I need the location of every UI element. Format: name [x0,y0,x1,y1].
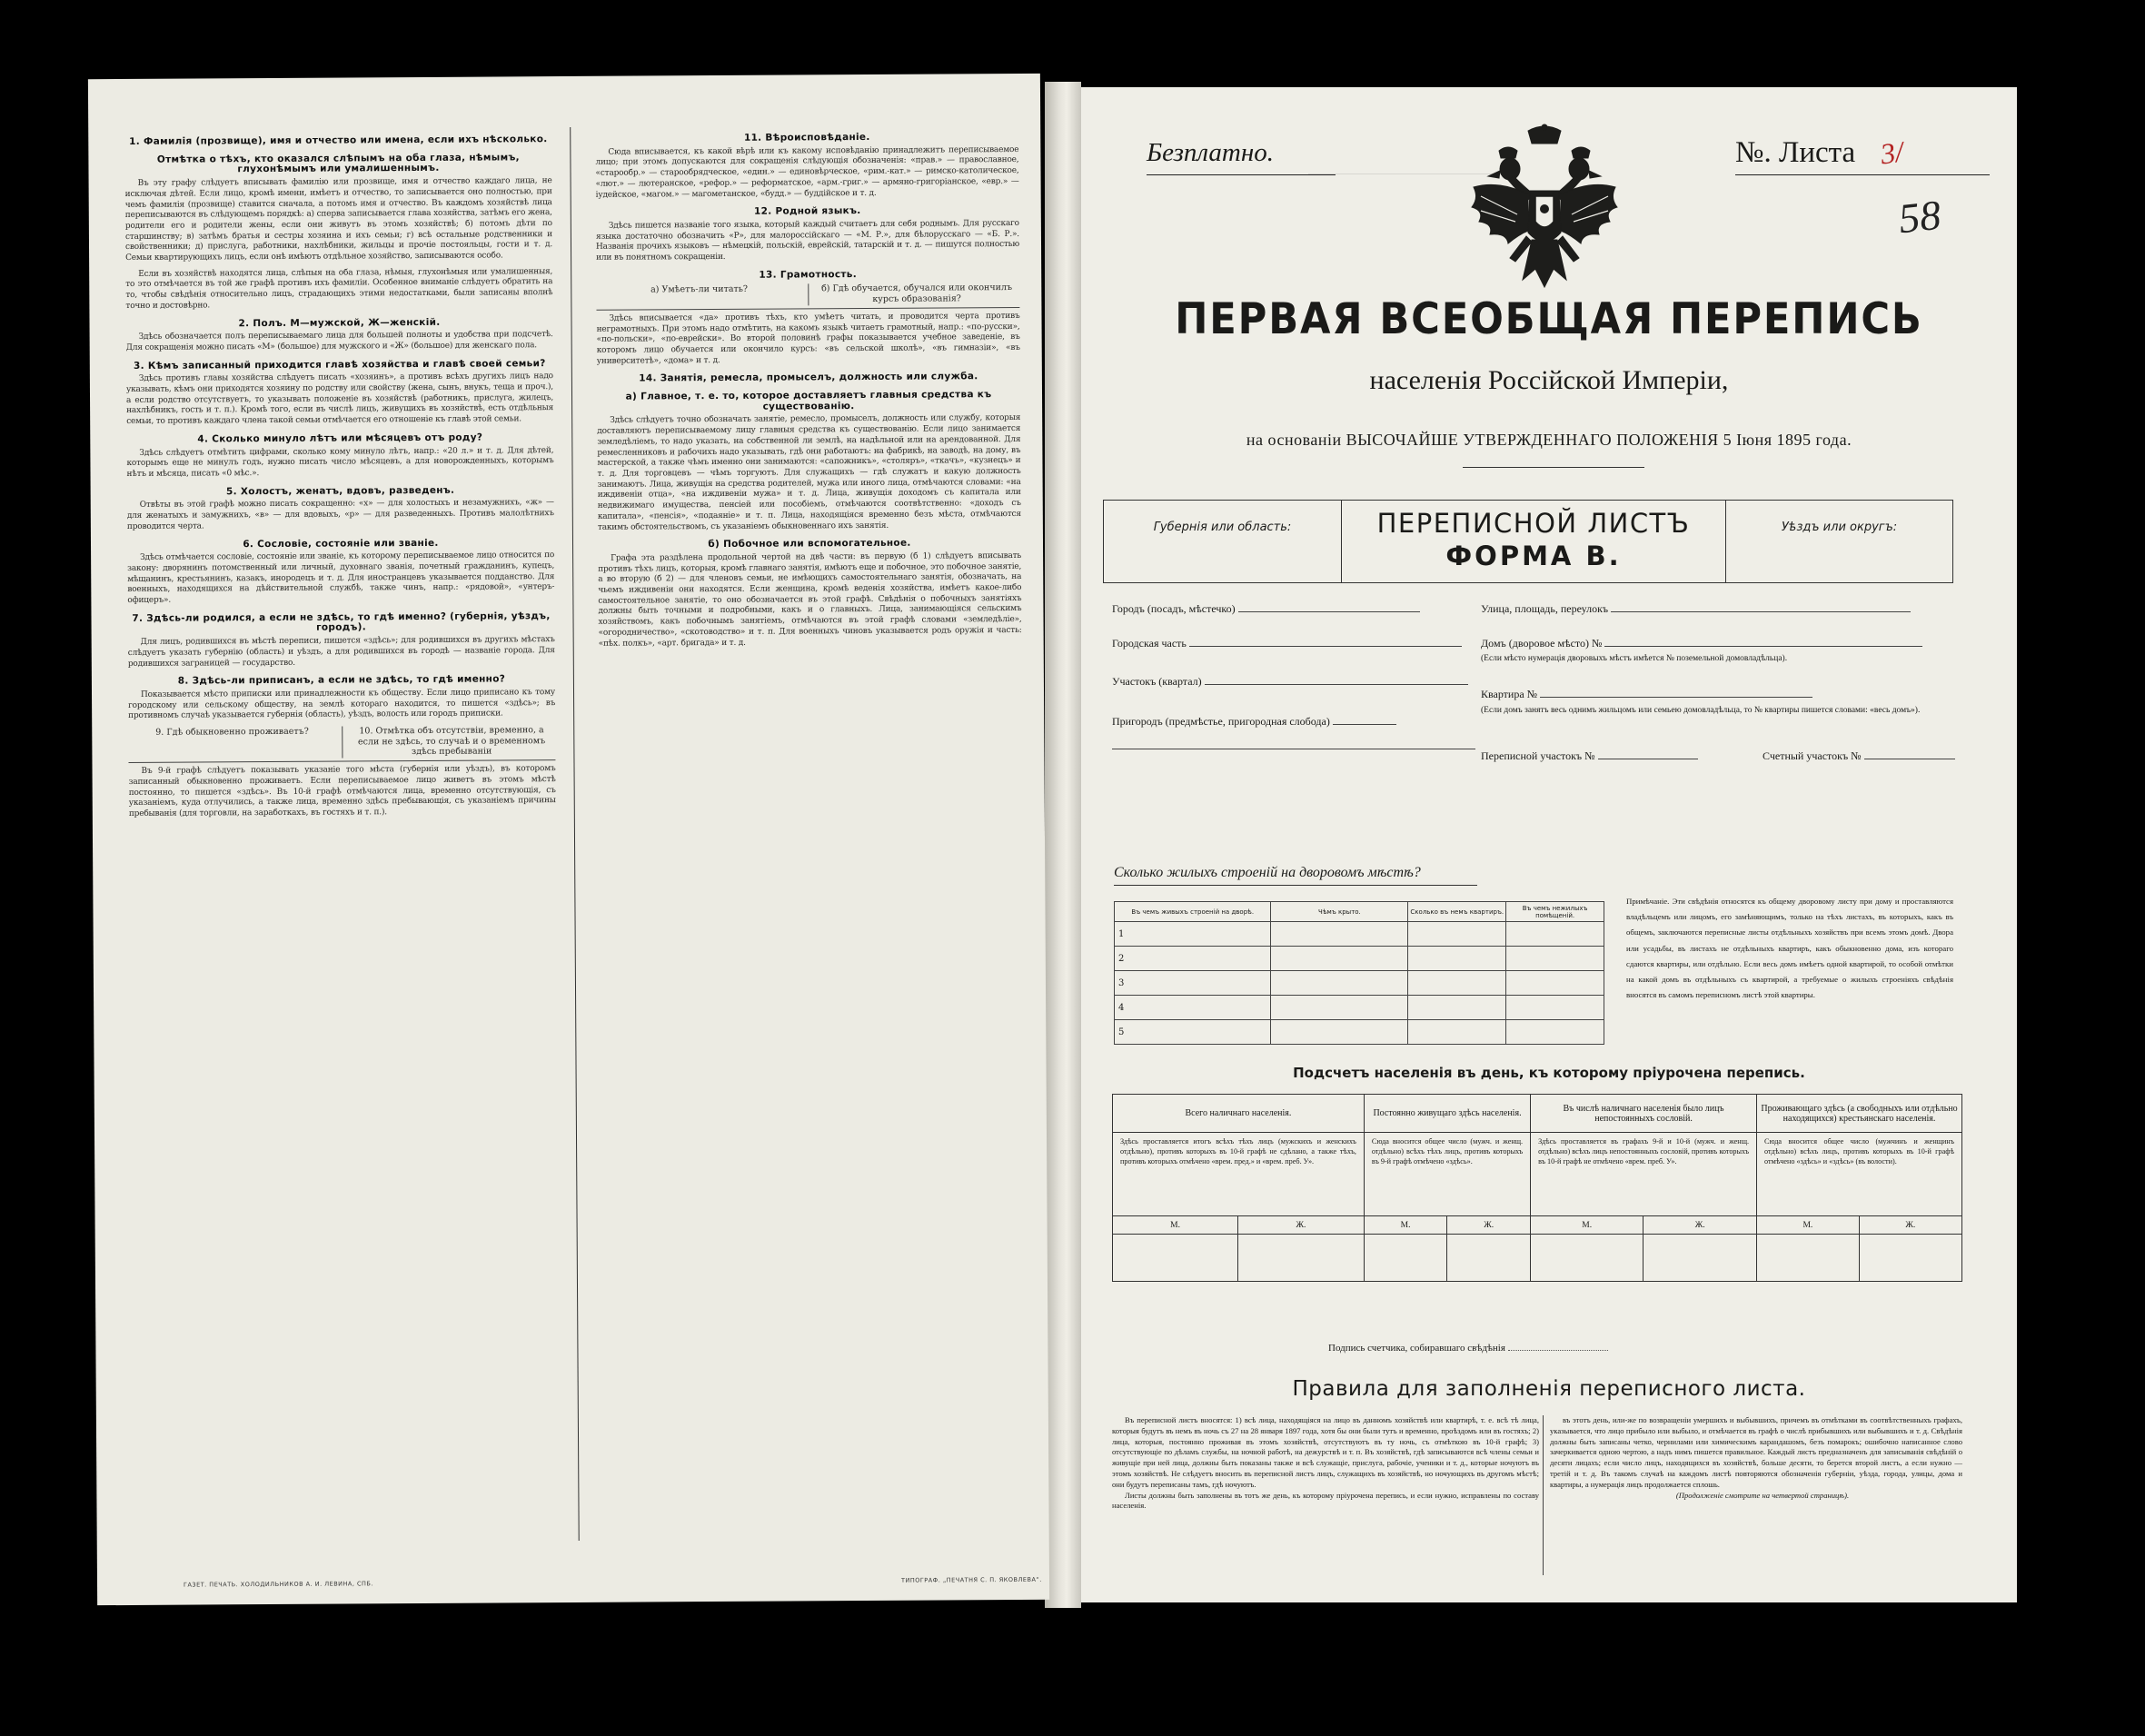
census-area-line [1598,749,1698,759]
count-input-row [1113,1235,1962,1282]
row-number: 1 [1115,922,1271,947]
sheet-number-underline [1735,174,1990,175]
row-number: 5 [1115,1020,1271,1045]
signature-line [1508,1350,1608,1351]
cell[interactable] [1271,971,1408,996]
section-13-title: 13. Грамотность. [759,268,858,281]
census-area-label: Переписной участокъ № [1481,749,1595,762]
buildings-header-1: Въ чемъ живыхъ строеній на дворѣ. [1115,902,1271,922]
count-header-permanent: Постоянно живущаго здѣсь населенія. [1364,1095,1530,1133]
table-row [1115,1020,1604,1045]
sex-label: М. [1757,1216,1860,1235]
section-10-title: 10. Отмѣтка объ отсутствіи, временно, а если не здѣсь, то случаѣ и о временномъ здѣсь пребываніи [342,725,556,759]
suburb-label: Пригородъ (предмѣстье, пригородная слобода) [1112,715,1330,728]
count-input-cell[interactable] [1859,1235,1961,1282]
section-9-title: 9. Гдѣ обыкновенно проживаетъ? [155,726,309,738]
section-1-title: 1. Фамилія (прозвище), имя и отчество или имена, если ихъ нѣсколько. [129,134,548,147]
cell[interactable] [1408,922,1506,947]
house-note: (Если мѣсто нумерація дворовыхъ мѣстъ имѣется № поземельной домовладѣльца). [1481,654,1788,663]
apartment-label: Квартира № [1481,688,1538,700]
signature-label: Подпись счетчика, собиравшаго свѣдѣнія [1328,1343,1505,1354]
cell[interactable] [1271,996,1408,1020]
section-14b-text: Графа эта раздѣлена продольной чертой на двѣ части: въ первую (б 1) слѣдуетъ вписывать противъ тѣхъ лицъ, которыя, кромѣ главнаго занятія, имѣютъ еще и побочное, это побочное занятіе, а во вторую (б 2) — для членовъ семьи, не имѣющихъ самостоятельнаго занятія, обозначать, на чьемъ иждивеніи они находятся. Если женщина, кромѣ веденія хозяйства, имѣетъ какое-либо самостоятельное занятіе, то оно обозначается въ этой графѣ. Свѣдѣнія о побочныхъ занятіяхъ должны быть точными и подробными, какъ и о главныхъ. Лица, занимающіяся сельскимъ хозяйствомъ, какъ побочнымъ занятіемъ, отмѣчаются въ этой графѣ словами «земледѣліе», «огородничество», «скотоводство» и т. п. Для военныхъ чиновъ указывается родъ оружія и часть: «пѣх. полкъ», «арт. бригада» и т. д. [598,551,1022,649]
house-field[interactable] [1481,636,1922,650]
sub-title: населенія Россійской Имперіи, [1369,365,1729,395]
apartment-note: (Если домъ занятъ весь однимъ жильцомъ или семьею домовладѣльца, то № квартиры пишется словами: «весь домъ»). [1481,706,1921,715]
section-14-title: 14. Занятія, ремесла, промыселъ, должность или служба. [639,371,978,384]
section-13-subheader [596,283,1019,310]
enumerator-signature-field[interactable] [1328,1343,1608,1354]
cell[interactable] [1506,996,1604,1020]
row-number: 2 [1115,947,1271,971]
suburb-line [1333,714,1396,725]
city-field[interactable] [1112,601,1420,616]
apartment-field[interactable] [1481,687,1812,701]
section-4-text: Здѣсь слѣдуетъ отмѣтить цифрами, сколько кому минуло лѣтъ, напр.: «20 л.» и т. д. Для дѣтей, которымъ еще не минулъ годъ, нужно писать число мѣсяцевъ, а для новорожденныхъ, которымъ нѣтъ и мѣсяца, писать «0 мѣс.». [126,445,554,479]
cell[interactable] [1506,922,1604,947]
population-count-title: Подсчетъ населенія въ день, къ которому пріурочена перепись. [1293,1065,1805,1081]
cell[interactable] [1271,922,1408,947]
city-part-line [1189,636,1462,647]
counting-area-line [1864,749,1955,759]
counting-area-field[interactable] [1763,749,1955,763]
sex-label: Ж. [1447,1216,1531,1235]
sex-label: Ж. [1859,1216,1961,1235]
section-13-text: Здѣсь вписывается «да» противъ тѣхъ, кто умѣетъ читать, и проводится черта противъ неграмотныхъ. При этомъ надо отмѣтить, на какомъ языкѣ читаетъ грамотный, напр.: «по-русски», «по-польски», «по-еврейски». Во второй половинѣ графы показывается учебное заведеніе, въ которомъ лицо обучается или окончило курсъ: «въ сельской школѣ», «въ гимназіи», «въ университетѣ», «дома» и т. д. [596,311,1020,366]
section-8-title: 8. Здѣсь-ли приписанъ, а если не здѣсь, то гдѣ именно? [177,673,506,687]
sex-label: М. [1531,1216,1644,1235]
section-14b-title: б) Побочное или вспомогательное. [708,537,911,551]
printer-imprint-right: ТИПОГРАФ. „ПЕЧАТНЯ С. П. ЯКОВЛЕВА“. [900,1575,1042,1584]
table-row [1115,922,1604,947]
section-1-text-b: Если въ хозяйствѣ находятся лица, слѣпыя на оба глаза, нѣмыя, глухонѣмыя или умалишенныя, то это отмѣчается въ той же графѣ противъ ихъ фамиліи. Особенное вниманіе слѣдуетъ обратить на то, чтобы свѣдѣнія относительно лицъ, страдающихъ этими недостатками, были записаны вполнѣ точно и достовѣрно. [125,266,553,311]
sex-label: Ж. [1238,1216,1365,1235]
city-line [1238,601,1420,612]
district-label: Уѣздъ или округъ: [1781,521,1898,534]
street-label: Улица, площадь, переулокъ [1481,602,1609,615]
section-6-text: Здѣсь отмѣчается сословіе, состояніе или званіе, къ которому переписываемое лицо относится по закону: дворянинъ потомственный или личный, духовнаго званія, почетный гражданинъ, купецъ, мѣщанинъ, крестьянинъ, казакъ, инородецъ и т. д. Для иностранцевъ указывается подданство. Для военныхъ, находящихся на дѣйствительной службѣ, также чинъ, напр.: «рядовой», «унтеръ-офицеръ». [127,551,555,605]
buildings-header-row [1115,902,1604,922]
buildings-header-3: Сколько въ немъ квартиръ. [1408,902,1506,922]
rules-column-2 [1550,1415,1962,1575]
apartment-line [1540,687,1812,698]
rules-text-1b: Листы должны быть заполнены въ тотъ же день, къ которому пріурочена перепись, и если нужно, исправлены по составу населенія. [1112,1490,1539,1511]
section-13a-title: а) Умѣетъ-ли читать? [650,284,749,295]
count-header-row [1113,1095,1962,1133]
section-6-title: 6. Сословіе, состояніе или званіе. [243,537,439,550]
section-8-text: Показывается мѣсто приписки или принадлежности къ обществу. Если лицо приписано къ тому городскому или сельскому обществу, на землѣ котораго находится, то пишется «здѣсь»; въ противномъ случаѣ указывается губернія (область), уѣздъ, волость или городъ приписки. [128,688,556,721]
city-label: Городъ (посадъ, мѣстечко) [1112,602,1236,615]
house-line [1604,636,1922,647]
row-number: 3 [1115,971,1271,996]
column-divider [570,127,580,1541]
count-desc-permanent: Сюда вносится общее число (мужч. и женщ. отдѣльно) всѣхъ тѣхъ лицъ, противъ которыхъ въ 9-й графѣ отмѣчено «здѣсь». [1364,1133,1530,1216]
free-of-charge-label: Безплатно. [1147,138,1274,167]
section-5-text: Отвѣты въ этой графѣ можно писать сокращенно: «х» — для холостыхъ и незамужнихъ, «ж» — для женатыхъ и замужнихъ, «в» — для вдовыхъ, «р» — для разведенныхъ. Противъ малолѣтнихъ проводится черта. [126,498,554,531]
section-2-title: 2. Полъ. М—мужской, Ж—женскій. [238,316,441,329]
city-part-field[interactable] [1112,636,1462,650]
row-number: 4 [1115,996,1271,1020]
buildings-table [1114,901,1604,1045]
cell[interactable] [1271,1020,1408,1045]
section-1-note: Отмѣтка о тѣхъ, кто оказался слѣпымъ на оба глаза, нѣмымъ, глухонѣмымъ или умалишеннымъ. [156,152,520,175]
handwritten-sheet-number: 58 [1896,191,1943,243]
section-12-title: 12. Родной языкъ. [753,205,861,217]
cell[interactable] [1506,1020,1604,1045]
handwritten-red-mark: 3/ [1878,134,1906,171]
rules-title: Правила для заполненія переписного листа. [1292,1377,1806,1401]
section-13b-title: б) Гдѣ обучается, обучался или окончилъ курсъ образованія? [808,283,1020,305]
buildings-question-line [1114,885,1477,886]
count-input-cell[interactable] [1531,1235,1644,1282]
count-input-cell[interactable] [1113,1235,1238,1282]
quarter-label: Участокъ (квартал) [1112,675,1202,688]
right-page [1081,87,2017,1602]
section-11-title: 11. Вѣроисповѣданіе. [743,131,870,144]
rules-continued-note: (Продолженіе смотрите на четвертой страницѣ). [1675,1490,1850,1500]
section-9-text: Въ 9-й графѣ слѣдуетъ показывать указаніе того мѣста (губернія или уѣздъ), въ которомъ записанный обыкновенно проживаетъ. Если переписываемое лицо живетъ въ этомъ мѣстѣ постоянно, то пишется «здѣсь». Въ 10-й графѣ отмѣчаются лица, временно отсутствующія, съ указаніемъ, куда отлучились, а также лица, временно здѣсь пребывающія, съ указаніемъ причины пребыванія (для торговли, на заработкахъ, въ гостяхъ и т. п.). [128,764,556,818]
counting-area-label: Счетный участокъ № [1763,749,1862,762]
cell[interactable] [1506,971,1604,996]
section-7-title: 7. Здѣсь-ли родился, а если не здѣсь, то гдѣ именно? (губернія, уѣздъ, городъ). [132,610,551,634]
cell[interactable] [1408,971,1506,996]
population-count-table [1112,1094,1962,1282]
buildings-header-2: Чѣмъ крыто. [1271,902,1408,922]
cell[interactable] [1506,947,1604,971]
form-title: ПЕРЕПИСНОЙ ЛИСТЪ [1376,508,1691,539]
section-3-text: Здѣсь противъ главы хозяйства слѣдуетъ писать «хозяинъ», а противъ всѣхъ другихъ лицъ надо указывать, кѣмъ они приходятся хозяину по родству или свойству (жена, сынъ, внукъ, теща и проч.), а если родство отсутствуетъ, то указывать положеніе въ хозяйствѣ (работникъ, прислуга, жилецъ, нахлѣбникъ, гость и т. п.). Кромѣ того, если въ числѣ лицъ, живущихъ въ хозяйствѣ, есть отдѣльныя семьи, то противъ каждаго члена такой семьи отмѣчается его отношеніе къ главѣ этой семьи. [125,372,554,427]
buildings-question: Сколько жилыхъ строеній на дворовомъ мѣстѣ? [1114,865,1421,880]
sheet-number-label: №. Листа [1735,136,1856,169]
province-box[interactable] [1103,500,1341,583]
table-row [1115,996,1604,1020]
section-2-text: Здѣсь обозначается полъ переписываемаго лица для большей полноты и удобства при подсчетѣ. Для сокращенія можно писать «М» (большое) для мужского и «Ж» (большое) для женскаго пола. [125,330,553,352]
legal-basis-line: на основаніи ВЫСОЧАЙШЕ УТВЕРЖДЕННАГО ПОЛОЖЕНІЯ 5 Іюня 1895 года. [1246,431,1852,449]
section-14-text: Здѣсь слѣдуетъ точно обозначать занятіе, ремесло, промыселъ, должность или службу, которыя доставляютъ переписываемому лицу главныя средства къ существованію. Если лицо занимается земледѣліемъ, то надо указать, на собственной ли землѣ, на надѣльной или на арендованной. Для ремесленниковъ и рабочихъ надо указывать, гдѣ они работаютъ: на фабрикѣ, на заводѣ, на дому, въ мастерской, а также чѣмъ именно они занимаются: «сапожникъ», «столяръ», «ткачъ», «кузнецъ» и т. д. Для торговцевъ — чѣмъ торгуютъ. Для служащихъ — гдѣ служатъ и какую должность занимаютъ. Лица, живущія на средства родителей, мужа или иного лица, отмѣчаются словами: «на иждивеніи отца», «на иждивеніи мужа» и т. д. Лица, живущія доходомъ съ капитала или недвижимаго имущества, пенсіей или пособіемъ, отмѣчаются соотвѣтственно: «доходъ съ капитала», «пенсія», «подаяніе» и т. п. Лица, находящіяся временно безъ мѣста, отмѣчаются такимъ обстоятельствомъ, съ указаніемъ обыкновеннаго ихъ занятія. [597,413,1021,532]
instructions-column-2 [595,124,1027,1541]
count-desc-peasant: Сюда вносится общее число (мужчинъ и женщинъ отдѣльно) всѣхъ лицъ, противъ которыхъ въ 10-й графѣ отмѣчено «здѣсь» и «здѣсь» (въ волости). [1757,1133,1962,1216]
rules-text-2: въ этотъ день, или-же по возвращеніи умершихъ и выбывшихъ, причемъ въ отмѣтками въ соотвѣтственныхъ графахъ, указывается, что лицо прибыло или выбыло, и отмѣчается въ графѣ о числѣ прибывшихъ или выбывшихъ и т. д. Свѣдѣнія должны быть записаны четко, чернилами или химическимъ карандашомъ, безъ помарокъ; ошибочно написанное слово зачеркивается одною чертою, а надъ нимъ пишется правильное. Каждый листъ предназначенъ для записыванія свѣдѣній о десяти лицахъ; если число лицъ, находящихся въ хозяйствѣ, больше десяти, то берется второй листъ, а если нужно — третій и т. д. Въ такомъ случаѣ на каждомъ листѣ повторяются обозначенія губерніи, уѣзда, города, улицы, дома и квартиры, а нумерація лицъ продолжается сплошь. [1550,1415,1962,1489]
table-row [1115,971,1604,996]
section-4-title: 4. Сколько минуло лѣтъ или мѣсяцевъ отъ роду? [197,432,483,445]
count-input-cell[interactable] [1364,1235,1446,1282]
printer-imprint-left: ГАЗЕТ. ПЕЧАТЬ. ХОЛОДИЛЬНИКОВ А. И. ЛЕВИНА, СПБ. [183,1580,373,1589]
count-sex-row [1113,1216,1962,1235]
buildings-header-4: Въ чемъ нежилыхъ помѣщеній. [1506,902,1604,922]
buildings-note: Примѣчаніе. Эти свѣдѣнія относятся къ общему дворовому листу при дому и проставляются владѣльцемъ или лицомъ, его замѣняющимъ, только на тѣхъ листахъ, въ которыхъ, какъ въ общемъ, заключаются переписные листы отдѣльныхъ хозяйствъ при всемъ этомъ домѣ. Двора или усадьбы, въ листахъ не отдѣльныхъ квартиръ, какъ обыкновенно дома, изъ котораго сдаются квартиры, или отдѣльно. Если весь домъ имѣетъ одной квартирой, то особой отмѣтки на какой домъ въ отдѣльныхъ съ квартирой, а требуемые о жилыхъ строеніяхъ свѣдѣнія вносятся въ самомъ переписномъ листѣ этой квартиры. [1626,897,1953,1000]
house-label: Домъ (дворовое мѣсто) № [1481,637,1603,650]
book-spine [1045,82,1081,1608]
count-input-cell[interactable] [1644,1235,1757,1282]
sex-label: Ж. [1644,1216,1757,1235]
street-line [1611,601,1911,612]
section-11-text: Сюда вписывается, къ какой вѣрѣ или къ какому исповѣданію принадлежитъ переписываемое лицо; при этомъ допускаются для сокращенія слѣдующія обозначенія: «прав.» — православное, «старообр.» — старообрядческое, «един.» — единовѣрческое, «рим.-кат.» — римско-католическое, «лют.» — лютеранское, «рефор.» — реформатское, «арм.-григ.» — армяно-григоріанское, «евр.» — іудейское, «магом.» — магометанское, «будд.» — буддійское и т. д. [595,144,1019,200]
section-7-text: Для лицъ, родившихся въ мѣстѣ переписи, пишется «здѣсь»; для родившихся въ другихъ мѣстахъ слѣдуетъ указать губернію (область) и уѣздъ, а для родившихся въ городѣ — названіе города. Для родившихся заграницей — государство. [127,635,555,669]
count-header-peasant: Проживающаго здѣсь (а свободныхъ или отдѣльно находящихся) крестьянскаго населенія. [1757,1095,1962,1133]
section-5-title: 5. Холостъ, женатъ, вдовъ, разведенъ. [225,484,455,497]
form-type: ФОРМА В. [1445,541,1622,571]
count-input-cell[interactable] [1757,1235,1860,1282]
sex-label: М. [1364,1216,1446,1235]
form-title-box [1341,500,1726,583]
rules-divider [1543,1415,1544,1575]
count-desc-nonpermanent: Здѣсь проставляется въ графахъ 9-й и 10-й (мужч. и женщ. отдѣльно) всѣхъ лицъ непостоянныхъ сословій, противъ которыхъ въ 10-й графѣ не отмѣчено «врем. преб. У». [1531,1133,1757,1216]
instructions-column-1 [124,127,560,1543]
province-label: Губернія или область: [1153,521,1292,534]
count-desc-present: Здѣсь проставляется итогъ всѣхъ тѣхъ лицъ (мужскихъ и женскихъ отдѣльно), противъ которыхъ въ 10-й графѣ не сдѣлано, а также тѣхъ, противъ которыхъ отмѣчено «врем. пред.» и «врем. преб. У». [1113,1133,1365,1216]
count-header-present: Всего наличнаго населенія. [1113,1095,1365,1133]
section-14a-title: а) Главное, т. е. то, которое доставляетъ главныя средства къ существованію. [625,389,992,412]
cell[interactable] [1408,1020,1506,1045]
section-9-10-header [128,725,555,763]
cell[interactable] [1271,947,1408,971]
count-input-cell[interactable] [1447,1235,1531,1282]
quarter-field[interactable] [1112,674,1468,689]
table-row [1115,947,1604,971]
section-3-title: 3. Кѣмъ записанный приходится главѣ хозяйства и главѣ своей семьи? [133,357,546,372]
count-description-row [1113,1133,1962,1216]
double-headed-eagle-emblem [1463,124,1626,292]
quarter-line [1205,674,1468,685]
district-box[interactable] [1726,500,1953,583]
census-area-field[interactable] [1481,749,1698,763]
count-input-cell[interactable] [1238,1235,1365,1282]
sex-label: М. [1113,1216,1238,1235]
street-field[interactable] [1481,601,1911,616]
count-header-nonpermanent: Въ числѣ наличнаго населенія было лицъ непостоянныхъ сословій. [1531,1095,1757,1133]
rules-text-1: Въ переписной листъ вносятся: 1) всѣ лица, находящіяся на лицо въ данномъ хозяйствѣ или квартирѣ, т. е. всѣ тѣ лица, которыя будутъ въ немъ въ ночь съ 27 на 28 января 1897 года, хотя бы они были тутъ и временно, проѣздомъ или въ гостяхъ; 2) лица, которыя, постоянно проживая въ этомъ хозяйствѣ, отсутствуютъ въ ту ночь, съ отмѣткою въ 10-й графѣ; 3) отсутствующіе по дѣламъ службы, на ночной работѣ, на дежурствѣ и т. п. Въ хозяйствѣ, гдѣ записываются всѣ члены семьи и живущіе при ней лица, должны быть показаны также и всѣ служащіе, прислуга, рабочіе, ученики и т. д., которые ночуютъ въ этомъ хозяйствѣ. Не слѣдуетъ вносить въ переписной листъ лицъ, служащихъ въ хозяйствѣ, но ночующихъ въ другомъ мѣстѣ; они будутъ переписаны тамъ, гдѣ ночуютъ. [1112,1415,1539,1489]
left-page [88,74,1049,1605]
free-label-underline [1147,174,1336,175]
main-title: ПЕРВАЯ ВСЕОБЩАЯ ПЕРЕПИСЬ [1175,294,1923,344]
section-12-text: Здѣсь пишется названіе того языка, который каждый считаетъ для себя роднымъ. Для русскаго языка достаточно обозначить «Р», для малороссійскаго — «М. Р.», для бѣлорусскаго — «Б. Р.». Названія прочихъ языковъ — нѣмецкій, польскій, еврейскій, татарскій и т. д. — пишутся полностью или въ понятномъ сокращеніи. [595,218,1020,263]
suburb-field[interactable] [1112,714,1396,729]
cell[interactable] [1408,996,1506,1020]
rules-column-1 [1112,1415,1539,1575]
cell[interactable] [1408,947,1506,971]
title-rule [1463,467,1644,468]
section-1-text: Въ эту графу слѣдуетъ вписывать фамилію или прозвище, имя и отчество каждаго лица, не исключая дѣтей. Если лицо, кромѣ имени, имѣетъ и отчество, то записывается оно полностью, при чемъ фамилія (прозвище) ставится сначала, а потомъ имя и отчество. Въ каждомъ хозяйствѣ лица переписываются въ слѣдующемъ порядкѣ: а) сперва записывается глава хозяйства, затѣмъ его жена, родители его и родители жены, если они живутъ въ этомъ хозяйствѣ; б) потомъ дѣти по старшинству; в) затѣмъ братья и сестры хозяина и ихъ семьи; г) всѣ остальные родственники и свойственники; д) прислуга, работники, нахлѣбники, жильцы и прочіе постояльцы, гости и т. д. Семьи квартирующихъ лицъ, если онѣ имѣютъ отдѣльное хозяйство, записываются особо. [124,176,553,263]
city-part-label: Городская часть [1112,637,1187,650]
